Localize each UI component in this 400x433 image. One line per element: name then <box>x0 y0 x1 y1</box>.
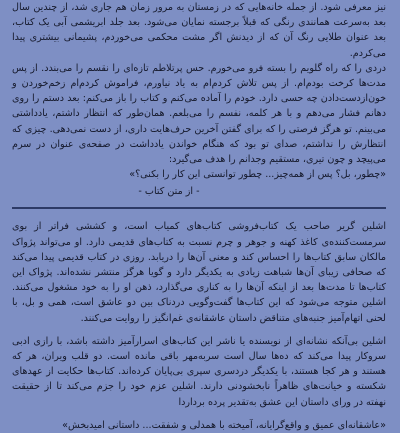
review-quote <box>12 418 386 433</box>
paragraph-text: «عاشقانه‌ای عمیق و واقع‌گرایانه، آمیخته با همدلی و شفقت... داستانی امیدبخش» <box>62 419 386 431</box>
paragraph-gap <box>12 326 386 334</box>
excerpt-paragraph-2 <box>12 61 386 167</box>
paragraph-text: دردی را که راه گلویم را بسته فرو می‌خورم. حس پرتلاطم تازه‌ای را نقسم را می‌بندد. از پس مدت‌ها کرخت بودم‌ام. از پس تلاش کردم‌ام به یاد نیاورم، فراموش کردم‌ام زخم‌خوردن و خون‌ازدست‌دادن چه حسی دارد. خودم را آماده می‌کنم و کتاب را باز می‌کنم: بعد دستم را روی دهانم فشار می‌دهم و با هر کلمه، نفسم را می‌بلعم. همان‌طور که انتظار داشتم، یادداشتی می‌بینم. تو هرگز فرصتی را که برای گفتن آخرین حرف‌هایت داری، از دست نمی‌دهی. چیزی که انتظارش را نداشتم، صدای تو بود که هنگام خواندن یادداشت در صفحه‌ی عنوان در سرم می‌پیچد و چون تیری، مستقیم وجدانم را هدف می‌گیرد: <box>12 62 386 166</box>
paragraph-gap <box>12 410 386 418</box>
paragraph-text: نیز معرفی شود. از جمله خانه‌هایی که در زمستان به مرور زمان هم جاری شد، از چندین سال بعد به‌سرعت همانندی رنگی که قبلاً برجسته نمایان می‌شود. بعد جلد ابریشمی آبی یک کتاب، بعد عنوان طلایی رنگ آن که از دیدنش اگر مشت محکمی می‌خوردم، پشیمانی بیشتری پیدا می‌کردم. <box>12 2 386 59</box>
synopsis-paragraph-1 <box>12 219 386 325</box>
paragraph-text: اشلین بی‌آنکه نشانه‌ای از نویسنده یا ناشر این کتاب‌های اسرارآمیز داشته باشد، با رازی ادبی سروکار پیدا می‌کند که ده‌ها سال است سربه‌مهر باقی مانده است. دو قلب ویران، هر که هستند و هر کجا هستند، با یکدیگر دردسری سپری بی‌پایان کرده‌اند. کتاب‌ها حکایت از عهدهای شکسته و خیانت‌های ظاهراً نابخشودنی دارند. اشلین عزم خود را جزم می‌کند تا از حقیقت نهفته در ورای داستان این عشق به‌تقدیر پرده برداردا <box>12 335 386 408</box>
excerpt-source: - از متن کتاب - <box>138 186 200 198</box>
section-divider <box>12 207 386 209</box>
excerpt-quote: «چطور، بل؟ پس از همه‌چیز... چطور توانستی این کار را بکنی؟» <box>129 169 386 181</box>
paragraph-text: اشلین گریر صاحب یک کتاب‌فروشی کتاب‌های کمیاب است، و کششی فراتر از بوی سرمست‌کننده‌ی کاغذ کهنه و جوهر و چرم نسبت به کتاب‌های قدیمی دارد. او می‌تواند پژواک مالکان سابق کتاب‌ها را احساس کند و معنی آن‌ها را دریابد. روزی در کتاب قدیمی پیدا می‌کند که صحافی زیبای آن‌ها شباهت زیادی به یکدیگر دارد و گویا هرگز منتشر نشده‌اند. پژواک این کتاب‌ها تا مدت‌ها بعد از اینکه آن‌ها را به کناری می‌گذارد، ذهن او را به خود مشغول می‌کنند. اشلین متوجه می‌شود که این کتاب‌ها گفت‌وگویی دردناک بین دو عاشق است، همی و بل، با لحنی اتهام‌آمیز جنبه‌های متناقض داستان عاشقانه‌ی غم‌انگیز را روایت می‌کنند. <box>12 221 386 324</box>
excerpt-paragraph-1 <box>12 0 386 61</box>
synopsis-paragraph-2 <box>12 334 386 410</box>
